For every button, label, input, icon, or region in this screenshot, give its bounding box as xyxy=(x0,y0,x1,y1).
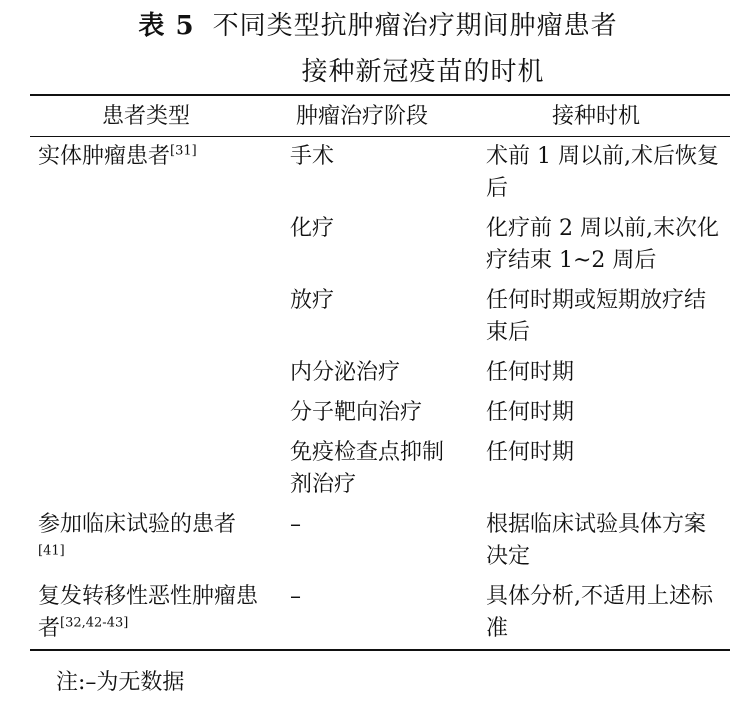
table-row xyxy=(30,577,730,650)
table-row xyxy=(30,209,730,281)
caption-line-1 xyxy=(0,10,756,42)
caption-line-2: 接种新冠疫苗的时机 xyxy=(301,57,545,87)
cell-treatment-stage: 手术 xyxy=(290,144,335,169)
cell-vaccination-timing: 任何时期 xyxy=(486,440,575,465)
cell-treatment-stage: – xyxy=(290,512,301,537)
citation-ref: [31] xyxy=(170,143,197,159)
table-footnote: 注:–为无数据 xyxy=(56,670,185,695)
table-row xyxy=(30,505,730,577)
cell-patient-type xyxy=(30,433,262,505)
header-vaccination-timing: 接种时机 xyxy=(551,104,640,129)
table-row xyxy=(30,281,730,353)
cell-vaccination-timing: 任何时期或短期放疗结束后 xyxy=(486,288,707,345)
cell-patient-type xyxy=(30,353,262,393)
cell-treatment-stage: 放疗 xyxy=(290,288,335,313)
cell-vaccination-timing: 任何时期 xyxy=(486,400,575,425)
citation-ref: [32,42-43] xyxy=(60,615,129,631)
cell-vaccination-timing: 具体分析,不适用上述标准 xyxy=(486,584,713,641)
cell-vaccination-timing: 化疗前 2 周以前,末次化疗结束 1~2 周后 xyxy=(486,216,719,273)
cell-patient-type: 参加临床试验的患者[41] xyxy=(38,512,237,559)
cell-vaccination-timing: 任何时期 xyxy=(486,360,575,385)
cell-treatment-stage: 免疫检查点抑制剂治疗 xyxy=(290,440,445,497)
table-container xyxy=(30,94,730,651)
cell-patient-type: 复发转移性恶性肿瘤患者[32,42-43] xyxy=(38,584,259,641)
table-row xyxy=(30,137,730,210)
table-caption xyxy=(0,10,756,88)
table-row xyxy=(30,393,730,433)
cell-patient-type: 实体肿瘤患者[31] xyxy=(38,143,197,169)
citation-ref: [41] xyxy=(38,543,65,559)
cell-patient-type xyxy=(30,209,262,281)
table-row xyxy=(30,353,730,393)
cell-treatment-stage: 分子靶向治疗 xyxy=(290,400,423,425)
table-row xyxy=(30,433,730,505)
cell-vaccination-timing: 根据临床试验具体方案决定 xyxy=(486,512,707,569)
cell-treatment-stage: 化疗 xyxy=(290,216,335,241)
cell-vaccination-timing: 术前 1 周以前,术后恢复后 xyxy=(486,144,719,201)
cell-treatment-stage: 内分泌治疗 xyxy=(290,360,401,385)
cell-patient-type xyxy=(30,393,262,433)
header-treatment-stage: 肿瘤治疗阶段 xyxy=(295,104,428,129)
cell-patient-type xyxy=(30,281,262,353)
caption-text-1: 不同类型抗肿瘤治疗期间肿瘤患者 xyxy=(212,11,618,41)
vaccination-timing-table xyxy=(30,94,730,651)
header-patient-type: 患者类型 xyxy=(101,104,190,129)
table-number: 表 5 xyxy=(138,11,195,41)
cell-treatment-stage: – xyxy=(290,584,301,609)
table-header-row xyxy=(30,95,730,137)
